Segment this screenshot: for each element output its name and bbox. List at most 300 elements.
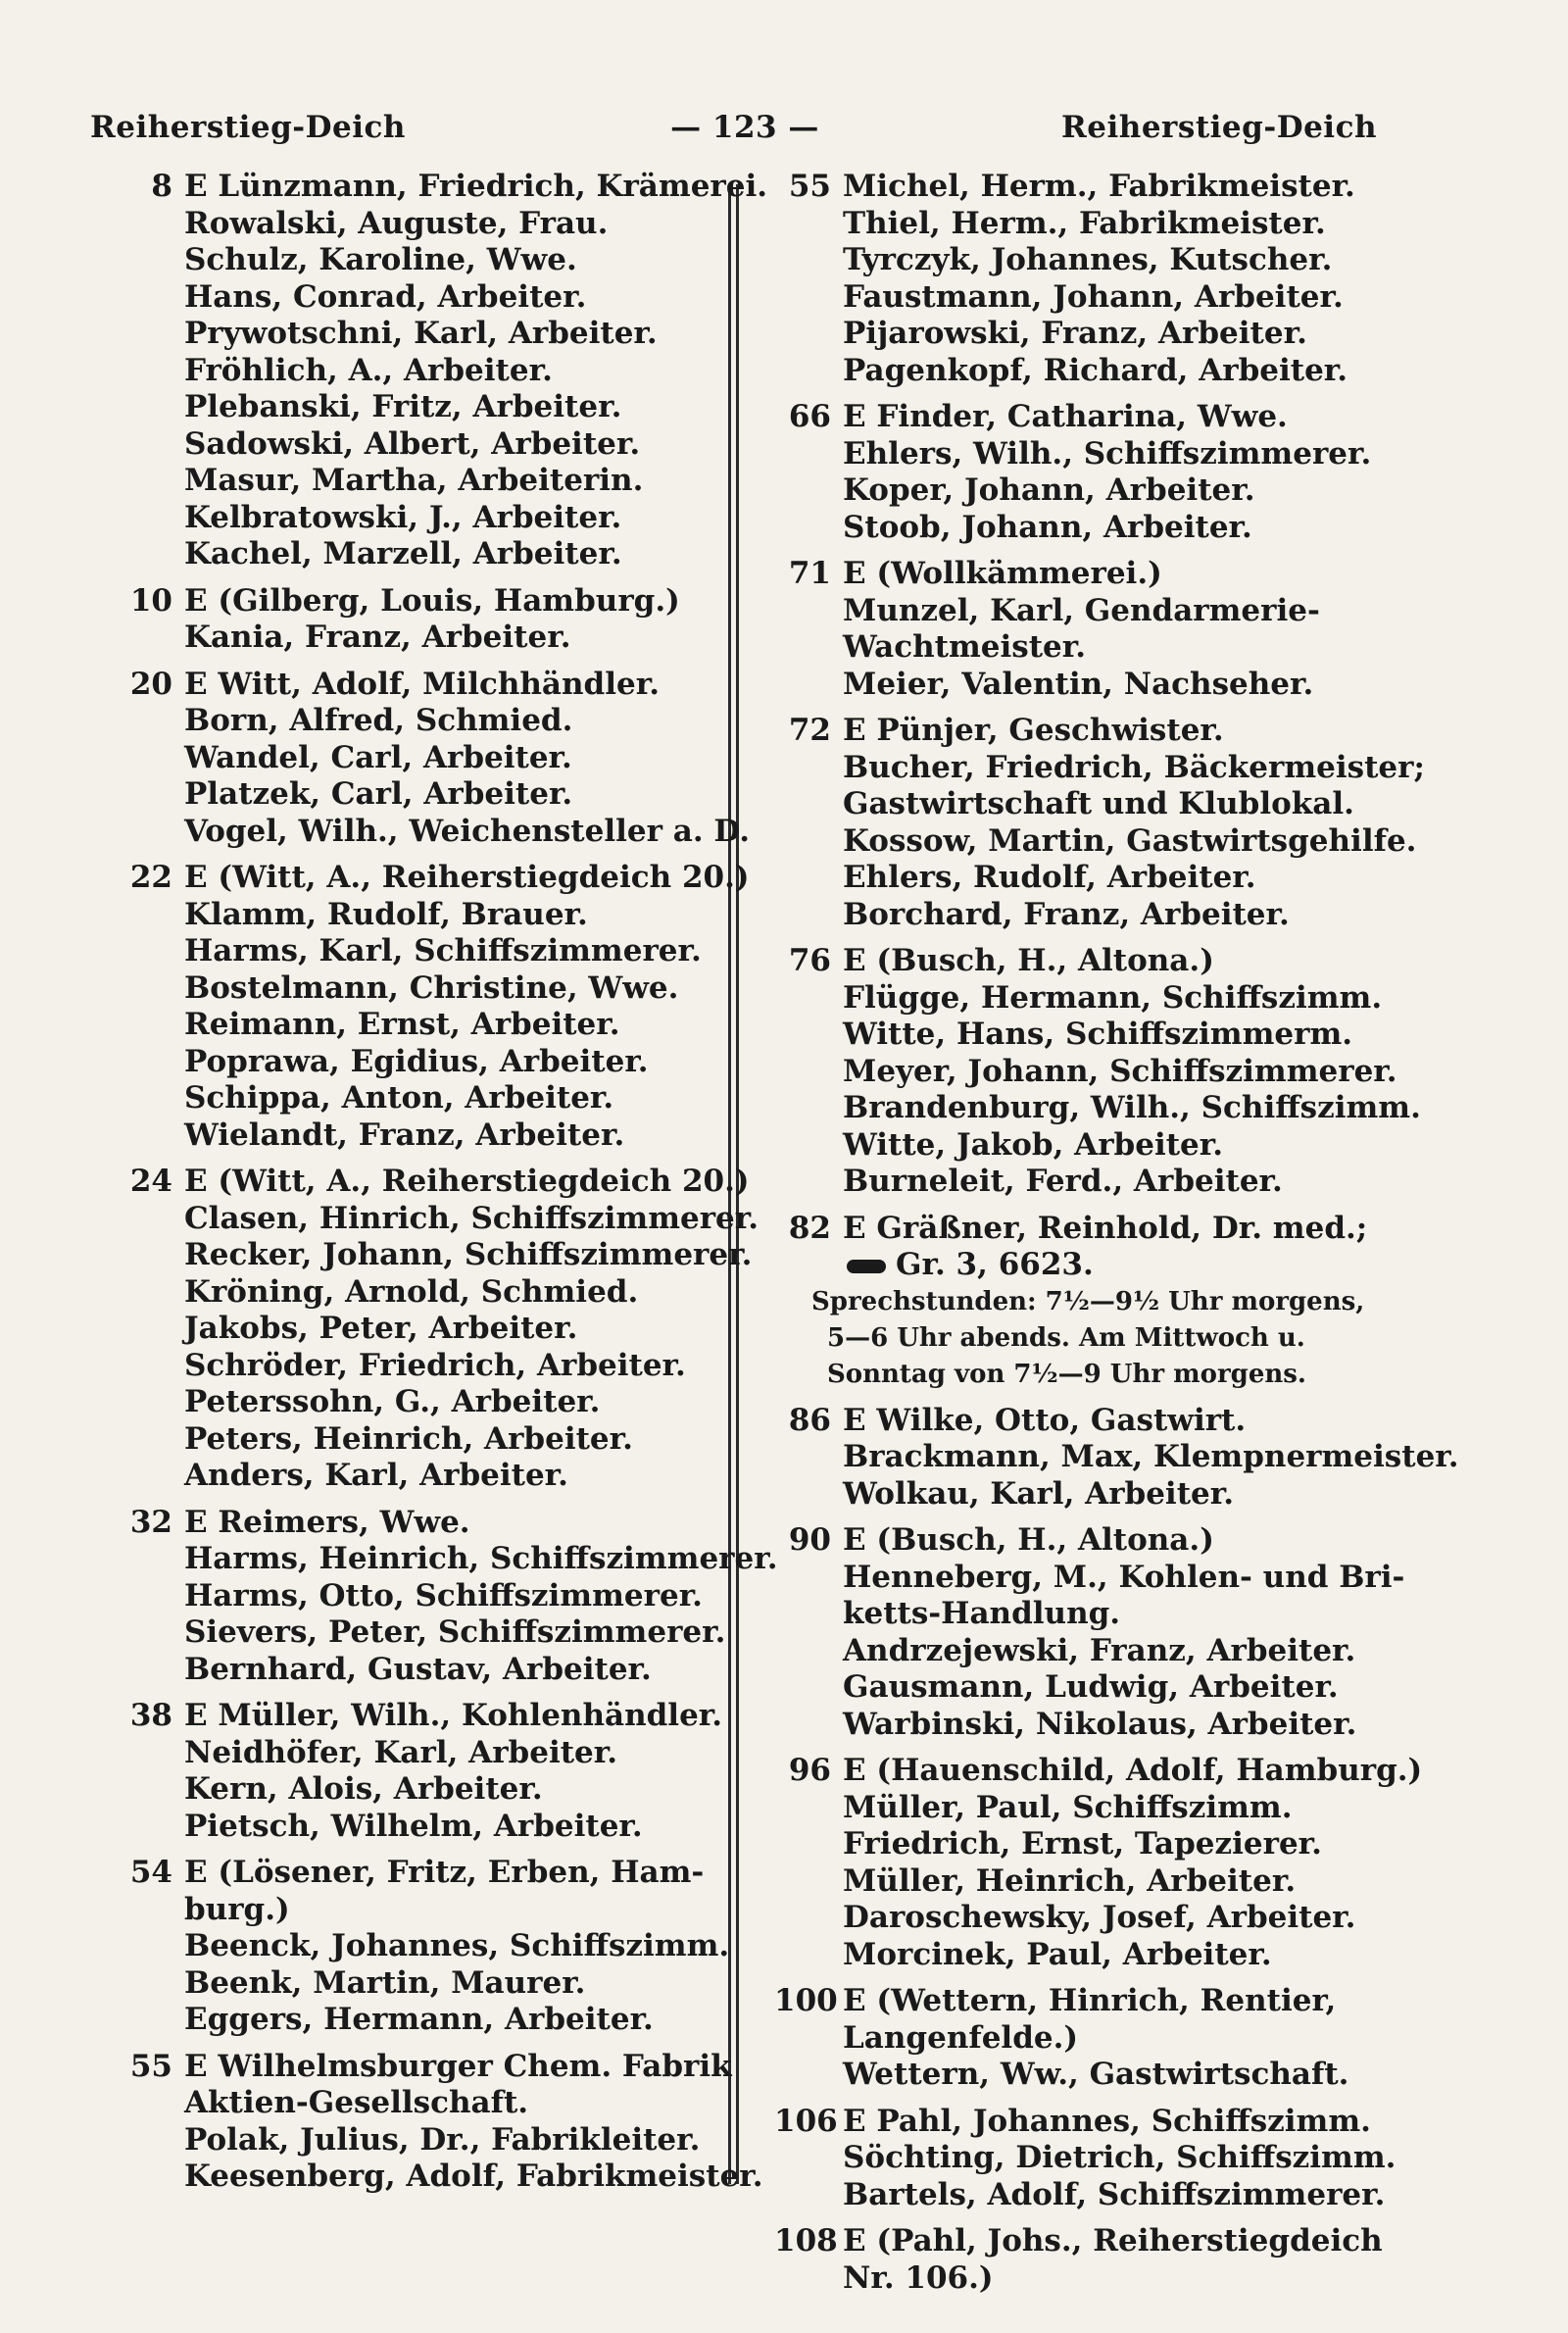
- entry-text: Bucher, Friedrich, Bäckermeister;: [843, 749, 1425, 785]
- resident-text: [843, 1403, 1401, 1440]
- entry-text: Plebanski, Fritz, Arbeiter.: [184, 389, 622, 424]
- house-number: 32: [129, 1504, 172, 1540]
- entry-gap: [774, 1393, 1401, 1403]
- directory-entry: [116, 1458, 723, 1495]
- house-number: [116, 1007, 184, 1044]
- directory-entry: [774, 593, 1401, 630]
- resident-text: [184, 1164, 750, 1201]
- entry-text: Fröhlich, A., Arbeiter.: [184, 352, 553, 388]
- entry-text: Beenk, Martin, Maurer.: [184, 1964, 586, 2001]
- entry-text: Friedrich, Ernst, Tapezierer.: [843, 1826, 1322, 1861]
- resident-text: [843, 860, 1401, 897]
- directory-entry: [116, 1080, 723, 1117]
- resident-text: [184, 1274, 723, 1312]
- resident-text: [184, 389, 723, 426]
- entry-text: Söchting, Dietrich, Schiffszimm.: [843, 2140, 1396, 2175]
- resident-text: [184, 1928, 729, 1965]
- entry-gap: [774, 703, 1401, 713]
- directory-entry: [116, 353, 723, 390]
- directory-entry: [774, 1669, 1401, 1707]
- entry-text: Beenck, Johannes, Schiffszimm.: [184, 1928, 730, 1963]
- directory-entry: [774, 980, 1401, 1018]
- directory-entry: [774, 1900, 1401, 1937]
- directory-entry: [116, 1421, 723, 1459]
- house-number: 72: [788, 713, 831, 748]
- entry-text: Müller, Heinrich, Arbeiter.: [843, 1862, 1297, 1899]
- entry-text: Peterssohn, G., Arbeiter.: [184, 1384, 601, 1419]
- resident-text: [843, 1707, 1401, 1744]
- directory-entry: [116, 1384, 723, 1421]
- entry-text: Schröder, Friedrich, Arbeiter.: [184, 1347, 686, 1383]
- resident-text: [843, 1090, 1421, 1127]
- directory-entry: [116, 1117, 723, 1155]
- entry-text: Gausmann, Ludwig, Arbeiter.: [843, 1669, 1339, 1705]
- house-number: [116, 2085, 184, 2122]
- entry-text: E Reimers, Wwe.: [184, 1504, 470, 1540]
- resident-text: [843, 943, 1401, 980]
- resident-text: [843, 2177, 1401, 2214]
- house-number: [774, 279, 843, 317]
- resident-text: [184, 1771, 723, 1809]
- entry-text: E Pahl, Johannes, Schiffszimm.: [843, 2103, 1371, 2139]
- entry-text: Schippa, Anton, Arbeiter.: [184, 1080, 614, 1116]
- resident-text: [843, 1863, 1401, 1901]
- resident-text: [843, 472, 1401, 510]
- house-number: [116, 389, 184, 426]
- resident-text: [843, 353, 1401, 390]
- house-number: 38: [129, 1698, 172, 1733]
- resident-text: [184, 536, 723, 573]
- resident-text: [843, 980, 1401, 1018]
- resident-text: [843, 169, 1401, 206]
- resident-text: [843, 750, 1425, 787]
- resident-text: [184, 1965, 723, 2003]
- entry-text: E (Witt, A., Reiherstiegdeich 20.): [184, 860, 750, 895]
- entry-text: E (Gilberg, Louis, Hamburg.): [184, 582, 680, 619]
- directory-entry: [774, 2020, 1401, 2058]
- house-number: [116, 500, 184, 537]
- house-number: 55: [129, 2048, 172, 2084]
- house-number: 10: [129, 582, 172, 619]
- directory-entry: [774, 436, 1401, 473]
- entry-text: Wielandt, Franz, Arbeiter.: [184, 1117, 625, 1153]
- directory-entry: [774, 2057, 1401, 2094]
- house-number: [116, 933, 184, 970]
- resident-text: [184, 279, 723, 317]
- resident-text: [843, 1211, 1401, 1248]
- house-number: [774, 786, 843, 823]
- directory-entry: [116, 1809, 723, 1846]
- entry-text: E (Wollkämmerei.): [843, 556, 1162, 591]
- entry-text: Müller, Paul, Schiffszimm.: [843, 1789, 1293, 1825]
- entry-text: E (Busch, H., Altona.): [843, 1522, 1214, 1558]
- office-hours-line: 5—6 Uhr abends. Am Mittwoch u.: [827, 1322, 1305, 1353]
- entry-text: Rowalski, Auguste, Frau.: [184, 205, 609, 241]
- directory-entry: [116, 389, 723, 426]
- entry-text: Reimann, Ernst, Arbeiter.: [184, 1007, 620, 1042]
- entry-text: E (Wettern, Hinrich, Rentier,: [843, 1983, 1337, 2018]
- house-number: [116, 279, 184, 317]
- directory-entry: [774, 1164, 1401, 1201]
- directory-entry: [774, 169, 1401, 206]
- directory-entry: [116, 1274, 723, 1312]
- house-number: 55: [788, 169, 831, 204]
- resident-text: [184, 1614, 725, 1652]
- entry-text: Thiel, Herm., Fabrikmeister.: [843, 205, 1326, 241]
- resident-text: [843, 2260, 1401, 2298]
- entry-gap: [116, 1688, 723, 1698]
- resident-text: [843, 510, 1401, 547]
- directory-entry: [774, 1247, 1401, 1284]
- resident-text: [843, 713, 1401, 750]
- resident-text: [843, 2057, 1401, 2094]
- entry-text: Pijarowski, Franz, Arbeiter.: [843, 316, 1307, 351]
- entry-text: Schulz, Karoline, Wwe.: [184, 242, 577, 277]
- entry-text: Munzel, Karl, Gendarmerie-: [843, 592, 1320, 628]
- entry-text: E Lünzmann, Friedrich, Krämerei.: [184, 169, 768, 204]
- directory-entry: [774, 2260, 1401, 2298]
- directory-entry: [774, 897, 1401, 934]
- entry-text: Michel, Herm., Fabrikmeister.: [843, 169, 1355, 204]
- entry-text: Recker, Johann, Schiffszimmerer.: [184, 1237, 753, 1272]
- house-number: [116, 1809, 184, 1846]
- resident-text: [184, 242, 723, 279]
- house-number: [774, 1560, 843, 1597]
- entry-text: Polak, Julius, Dr., Fabrikleiter.: [184, 2121, 701, 2158]
- directory-entry: [774, 316, 1401, 353]
- directory-entry: [116, 860, 750, 897]
- directory-entry: [116, 1614, 726, 1652]
- house-number: [116, 1614, 184, 1652]
- house-number: [774, 2177, 843, 2214]
- directory-entry: [774, 1826, 1401, 1863]
- entry-text: Poprawa, Egidius, Arbeiter.: [184, 1043, 649, 1079]
- directory-entry: [116, 740, 723, 777]
- entry-gap: [116, 1495, 723, 1505]
- directory-entry: [774, 786, 1401, 823]
- directory-entry: [116, 1771, 723, 1809]
- directory-entry: [774, 1090, 1421, 1127]
- entry-text: E (Busch, H., Altona.): [843, 943, 1214, 978]
- directory-entry: [774, 1937, 1401, 1974]
- directory-entry: [116, 1311, 723, 1348]
- house-number: [116, 740, 184, 777]
- directory-entry: [774, 1790, 1401, 1827]
- house-number: [116, 1237, 184, 1274]
- right-column: [774, 169, 1459, 2297]
- directory-entry: [116, 1007, 723, 1044]
- directory-entry: [774, 629, 1401, 667]
- entry-gap: [116, 850, 723, 860]
- house-number: [116, 1965, 184, 2003]
- resident-text: [843, 2020, 1401, 2058]
- left-column: [116, 169, 778, 2196]
- house-number: 82: [788, 1210, 831, 1246]
- entry-text: Harms, Karl, Schiffszimmerer.: [184, 933, 702, 968]
- entry-text: Ehlers, Rudolf, Arbeiter.: [843, 860, 1256, 895]
- directory-entry: [116, 1892, 723, 1929]
- resident-text: [184, 1421, 723, 1459]
- directory-entry: [774, 2104, 1401, 2141]
- resident-text: [843, 786, 1401, 823]
- resident-text: [843, 1790, 1401, 1827]
- entry-gap: [116, 573, 723, 583]
- resident-text: [843, 1439, 1459, 1476]
- entry-text: Sadowski, Albert, Arbeiter.: [184, 425, 641, 462]
- resident-text: [843, 556, 1401, 593]
- directory-entry: [774, 1559, 1405, 1597]
- directory-entry: [116, 536, 723, 573]
- entry-text: Klamm, Rudolf, Brauer.: [184, 896, 588, 932]
- house-number: [116, 1771, 184, 1809]
- entry-text: Kania, Franz, Arbeiter.: [184, 620, 571, 655]
- page-number: — 123 —: [670, 110, 819, 145]
- house-number: [116, 2159, 184, 2196]
- house-number: [116, 1458, 184, 1495]
- resident-text: [843, 1476, 1401, 1514]
- house-number: [774, 1669, 843, 1707]
- resident-text: [843, 1017, 1401, 1054]
- entry-text: burg.): [184, 1891, 290, 1927]
- entry-text: Pagenkopf, Richard, Arbeiter.: [843, 352, 1348, 388]
- house-number: [774, 1090, 843, 1127]
- entry-text: ketts-Handlung.: [843, 1596, 1121, 1631]
- directory-entry: [774, 2177, 1401, 2214]
- house-number: [774, 2057, 843, 2094]
- directory-entry: [116, 813, 750, 851]
- resident-text: [184, 1311, 723, 1348]
- resident-text: [843, 2223, 1401, 2260]
- house-number: 71: [788, 556, 831, 591]
- house-number: 54: [129, 1855, 172, 1890]
- directory-entry: [116, 667, 723, 704]
- resident-text: [184, 1044, 723, 1081]
- directory-entry: [774, 279, 1401, 317]
- entry-gap: [774, 1973, 1401, 1983]
- entry-text: Prywotschni, Karl, Arbeiter.: [184, 316, 658, 351]
- entry-text: E Pünjer, Geschwister.: [843, 713, 1224, 748]
- entry-gap: [116, 1154, 723, 1164]
- directory-entry: [774, 1211, 1401, 1248]
- house-number: 96: [788, 1753, 831, 1788]
- resident-text: [843, 1054, 1401, 1091]
- resident-text: [184, 1348, 723, 1385]
- entry-text: Brackmann, Max, Klempnermeister.: [843, 1439, 1459, 1474]
- entry-gap: [774, 2094, 1401, 2104]
- resident-text: [184, 1384, 723, 1421]
- entry-text: E Wilhelmsburger Chem. Fabrik: [184, 2048, 732, 2084]
- entry-text: Bostelmann, Christine, Wwe.: [184, 969, 679, 1006]
- house-number: [774, 1863, 843, 1901]
- resident-text: [184, 206, 723, 243]
- resident-text: [184, 463, 723, 500]
- entry-gap: [116, 1845, 723, 1855]
- resident-text: [184, 1735, 723, 1772]
- house-number: [116, 1080, 184, 1117]
- directory-entry: [116, 897, 723, 934]
- house-number: [774, 242, 843, 279]
- directory-entry: [116, 1652, 723, 1689]
- house-number: [774, 667, 843, 704]
- directory-entry: [774, 472, 1401, 510]
- directory-entry: [774, 1596, 1401, 1633]
- entry-text: Jakobs, Peter, Arbeiter.: [184, 1311, 578, 1346]
- house-number: [116, 2122, 184, 2159]
- resident-text: [184, 860, 750, 897]
- resident-text: [184, 814, 750, 851]
- directory-entry: [116, 1505, 723, 1542]
- entry-text: Warbinski, Nikolaus, Arbeiter.: [843, 1706, 1357, 1742]
- directory-entry: [116, 620, 723, 657]
- house-number: [774, 1707, 843, 1744]
- entry-text: E Witt, Adolf, Milchhändler.: [184, 666, 661, 702]
- directory-entry: [116, 703, 723, 740]
- directory-entry: [774, 242, 1401, 279]
- entry-text: Sievers, Peter, Schiffszimmerer.: [184, 1614, 726, 1650]
- entry-text: Keesenberg, Adolf, Fabrikmeister.: [184, 2159, 763, 2194]
- entry-gap: [774, 389, 1401, 399]
- house-number: [774, 2260, 843, 2298]
- directory-entry: [116, 1044, 723, 1081]
- house-number: [116, 1274, 184, 1312]
- entry-text: Wolkau, Karl, Arbeiter.: [843, 1475, 1235, 1512]
- directory-entry: [774, 749, 1425, 787]
- resident-text: [184, 740, 723, 777]
- entry-gap: [774, 1513, 1401, 1522]
- directory-entry: [116, 2002, 723, 2039]
- entry-text: Platzek, Carl, Arbeiter.: [184, 776, 573, 812]
- entry-text: Eggers, Hermann, Arbeiter.: [184, 2002, 654, 2037]
- entry-gap: [774, 546, 1401, 556]
- entry-text: Andrzejewski, Franz, Arbeiter.: [843, 1632, 1356, 1668]
- resident-text: [184, 1855, 723, 1892]
- directory-entry: [116, 169, 768, 206]
- resident-text: [843, 1633, 1401, 1670]
- resident-text: [184, 2159, 763, 2196]
- directory-entry: [116, 2048, 732, 2086]
- house-number: [116, 242, 184, 279]
- entry-text: Witte, Jakob, Arbeiter.: [843, 1126, 1224, 1163]
- entry-text: Vogel, Wilh., Weichensteller a. D.: [184, 813, 750, 849]
- resident-text: [184, 169, 767, 206]
- directory-entry: [774, 353, 1401, 390]
- resident-text: [843, 1900, 1401, 1937]
- resident-text: [184, 1458, 723, 1495]
- entry-gap: [774, 933, 1401, 943]
- resident-text: [184, 500, 723, 537]
- entry-text: Born, Alfred, Schmied.: [184, 703, 573, 738]
- house-number: [774, 353, 843, 390]
- house-number: 8: [151, 169, 172, 204]
- directory-entry: [116, 1237, 753, 1274]
- resident-text: [184, 1201, 759, 1238]
- directory-entry: [116, 242, 723, 279]
- entry-text: E (Hauenschild, Adolf, Hamburg.): [843, 1753, 1423, 1788]
- house-number: [116, 897, 184, 934]
- resident-text: [184, 970, 723, 1008]
- house-number: [774, 629, 843, 667]
- directory-entry: [774, 667, 1401, 704]
- directory-entry: [116, 1698, 723, 1735]
- house-number: [116, 1652, 184, 1689]
- house-number: [116, 1928, 184, 1965]
- resident-text: [184, 2085, 723, 2122]
- entry-text: Kröning, Arnold, Schmied.: [184, 1273, 639, 1310]
- resident-text: [184, 316, 723, 353]
- resident-text: [843, 667, 1401, 704]
- directory-entry: [116, 2159, 763, 2196]
- resident-text: [184, 1007, 723, 1044]
- resident-text: [843, 316, 1401, 353]
- house-number: [774, 1164, 843, 1201]
- entry-text: Tyrczyk, Johannes, Kutscher.: [843, 242, 1333, 277]
- directory-entry: [116, 1735, 723, 1772]
- house-number: [774, 750, 843, 787]
- house-number: [116, 814, 184, 851]
- house-number: [774, 980, 843, 1018]
- directory-entry: [116, 1348, 723, 1385]
- house-number: [774, 897, 843, 934]
- house-number: [116, 463, 184, 500]
- entry-text: Wachtmeister.: [843, 629, 1087, 665]
- resident-text: [843, 1247, 1401, 1284]
- directory-entry: [774, 1127, 1401, 1165]
- entry-text: E Müller, Wilh., Kohlenhändler.: [184, 1698, 723, 1733]
- entry-gap: [774, 2213, 1401, 2223]
- resident-text: [184, 1892, 723, 1929]
- directory-entry: [774, 2140, 1401, 2177]
- resident-text: [184, 1117, 723, 1155]
- directory-entry: [116, 1965, 723, 2003]
- entry-gap: [774, 1743, 1401, 1753]
- entry-text: Burneleit, Ferd., Arbeiter.: [843, 1164, 1283, 1199]
- entry-text: E Gräßner, Reinhold, Dr. med.;: [843, 1210, 1368, 1246]
- house-number: [116, 1348, 184, 1385]
- house-number: [774, 2020, 843, 2058]
- resident-text: [184, 1698, 723, 1735]
- house-number: [774, 1247, 843, 1284]
- house-number: [774, 593, 843, 630]
- house-number: 90: [788, 1522, 831, 1558]
- directory-entry: [116, 1164, 750, 1201]
- entry-text: Anders, Karl, Arbeiter.: [184, 1458, 568, 1493]
- house-number: [774, 1826, 843, 1863]
- house-number: [116, 620, 184, 657]
- entry-gap: [774, 1201, 1401, 1211]
- directory-entry: [774, 399, 1401, 436]
- directory-entry: [116, 279, 723, 317]
- resident-text: [184, 933, 723, 970]
- house-number: 76: [788, 943, 831, 978]
- telephone-icon: [847, 1260, 886, 1273]
- house-number: [774, 1633, 843, 1670]
- house-number: [774, 206, 843, 243]
- resident-text: [184, 2002, 723, 2039]
- house-number: [774, 436, 843, 473]
- house-number: [774, 823, 843, 861]
- house-number: [116, 970, 184, 1008]
- resident-text: [843, 436, 1401, 473]
- entry-text: Clasen, Hinrich, Schiffszimmerer.: [184, 1200, 760, 1236]
- house-number: 24: [129, 1164, 172, 1199]
- directory-entry: [774, 556, 1401, 593]
- house-number: [116, 1201, 184, 1238]
- directory-entry: [774, 1633, 1401, 1670]
- running-head-left: Reiherstieg-Deich: [90, 110, 406, 145]
- house-number: [774, 2140, 843, 2177]
- entry-text: Wettern, Ww., Gastwirtschaft.: [843, 2057, 1349, 2092]
- directory-entry: [116, 1855, 723, 1892]
